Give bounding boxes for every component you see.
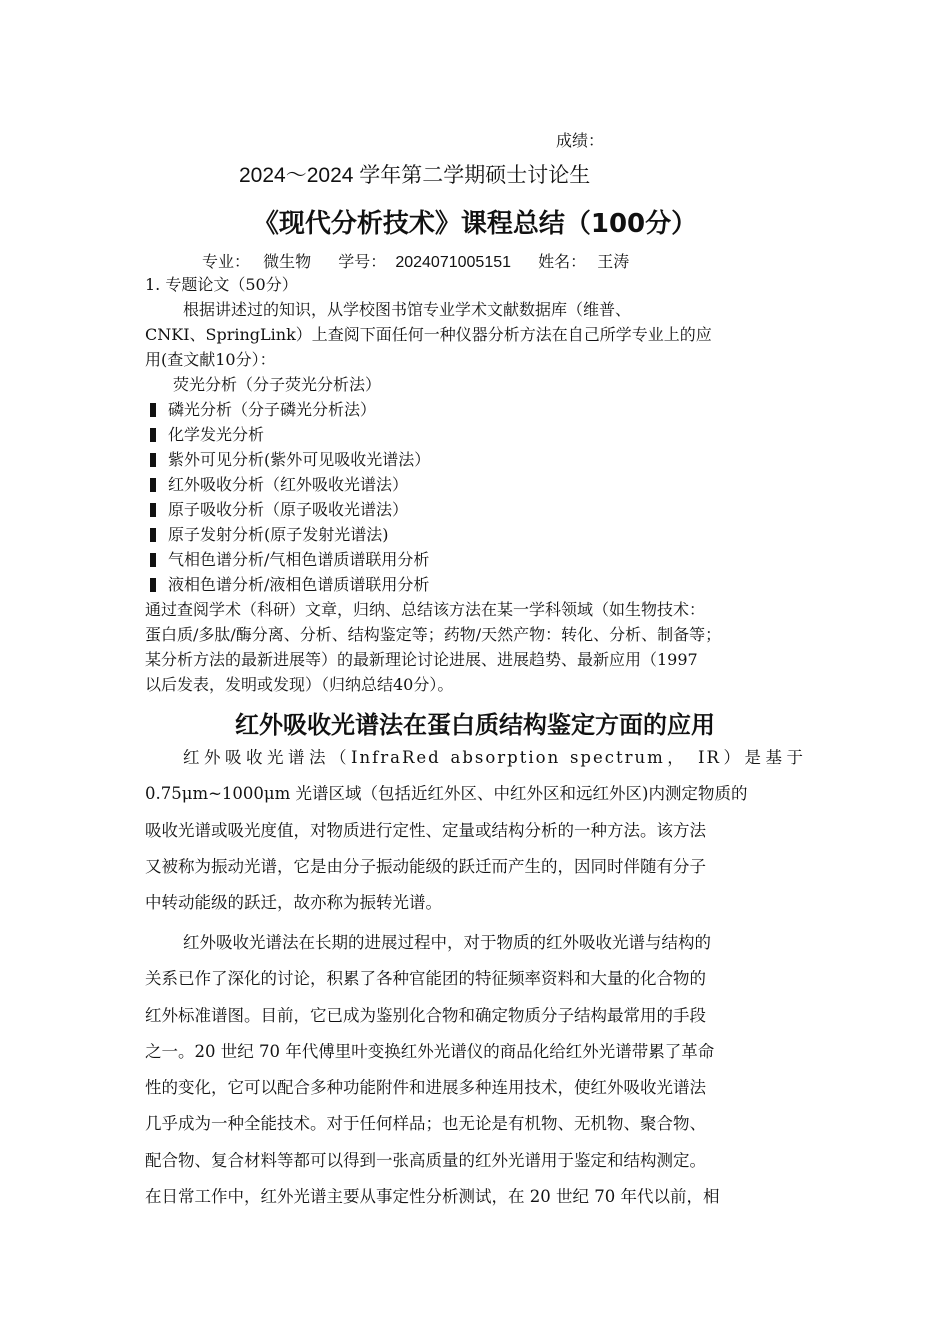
name-label: 姓名： (538, 252, 587, 271)
student-id-value: 2024071005151 (395, 254, 512, 271)
requirement-line: 通过查阅学术（科研）文章，归纳、总结该方法在某一学科领域（如生物技术： (145, 600, 706, 619)
requirement-line: 某分析方法的最新进展等）的最新理论讨论进展、进展趋势、最新应用（1997 (145, 650, 698, 669)
bullet-icon (150, 403, 156, 417)
essay-paragraph-1 (145, 740, 805, 921)
requirement-line: 以后发表，发明或发现）（归纳总结40分）。 (145, 675, 454, 694)
bullet-icon (150, 478, 156, 492)
method-item: 紫外可见分析(紫外可见吸收光谱法） (150, 447, 430, 472)
student-info (202, 249, 629, 272)
paragraph-line: 吸收光谱或吸光度值，对物质进行定性、定量或结构分析的一种方法。该方法 (145, 820, 706, 840)
essay-title: 红外吸收光谱法在蛋白质结构鉴定方面的应用 (235, 711, 715, 739)
method-item: 液相色谱分析/液相色谱质谱联用分析 (150, 572, 429, 597)
course-title: 《现代分析技术》课程总结（100分） (252, 209, 698, 239)
student-id-label: 学号： (338, 252, 387, 271)
bullet-icon (150, 578, 156, 592)
major-value: 微生物 (263, 252, 312, 271)
paragraph-line: 0.75μm~1000μm 光谱区域（包括近红外区、中红外区和远红外区)内测定物质的 (145, 784, 748, 804)
method-item: 原子吸收分析（原子吸收光谱法） (150, 497, 408, 522)
paragraph-line: 又被称为振动光谱，它是由分子振动能级的跃迁而产生的，因同时伴随有分子 (145, 856, 706, 876)
paragraph-line: 配合物、复合材料等都可以得到一张高质量的红外光谱用于鉴定和结构测定。 (145, 1150, 706, 1170)
method-item: 气相色谱分析/气相色谱质谱联用分析 (150, 547, 429, 572)
intro-line: 根据讲述过的知识，从学校图书馆专业学术文献数据库（维普、 (183, 300, 632, 319)
major-label: 专业： (202, 252, 251, 271)
paragraph-line: 红外吸收光谱法在长期的进展过程中，对于物质的红外吸收光谱与结构的 (183, 933, 711, 952)
bullet-icon (150, 553, 156, 567)
paragraph-line: 几乎成为一种全能技术。对于任何样品；也无论是有机物、无机物、聚合物、 (145, 1114, 706, 1134)
name-value: 王涛 (597, 252, 630, 271)
paragraph-line: 之一。20 世纪 70 年代傅里叶变换红外光谱仪的商品化给红外光谱带累了革命 (145, 1041, 715, 1061)
paragraph-line: 红外吸收光谱法（InfraRed absorption spectrum， IR）是基于 (183, 748, 805, 767)
bullet-icon (150, 528, 156, 542)
method-item: 化学发光分析 (150, 422, 264, 447)
paragraph-line: 在日常工作中，红外光谱主要从事定性分析测试，在 20 世纪 70 年代以前，相 (145, 1187, 720, 1207)
method-item: 荧光分析（分子荧光分析法） (173, 375, 382, 394)
method-item: 红外吸收分析（红外吸收光谱法） (150, 472, 408, 497)
bullet-icon (150, 453, 156, 467)
paragraph-line: 红外标准谱图。目前，它已成为鉴别化合物和确定物质分子结构最常用的手段 (145, 1005, 706, 1025)
bullet-icon (150, 503, 156, 517)
paragraph-line: 关系已作了深化的讨论，积累了各种官能团的特征频率资料和大量的化合物的 (145, 969, 706, 989)
paragraph-line: 性的变化，它可以配合多种功能附件和进展多种连用技术，使红外吸收光谱法 (145, 1078, 706, 1098)
requirement-line: 蛋白质/多肽/酶分离、分析、结构鉴定等；药物/天然产物：转化、分析、制备等； (145, 625, 722, 644)
intro-line: 用(查文献10分）： (145, 350, 276, 369)
method-item: 原子发射分析(原子发射光谱法) (150, 522, 389, 547)
score-label: 成绩： (556, 131, 605, 150)
intro-line: CNKI、SpringLink）上查阅下面任何一种仪器分析方法在自己所学专业上的应 (145, 325, 712, 344)
bullet-icon (150, 428, 156, 442)
term-line: 2024～2024 学年第二学期硕士讨论生 (239, 164, 591, 187)
essay-paragraph-2 (145, 925, 805, 1215)
assignment-heading: 1. 专题论文（50分） (145, 275, 298, 294)
paragraph-line: 中转动能级的跃迁，故亦称为振转光谱。 (145, 893, 442, 913)
method-item: 磷光分析（分子磷光分析法） (150, 397, 376, 422)
